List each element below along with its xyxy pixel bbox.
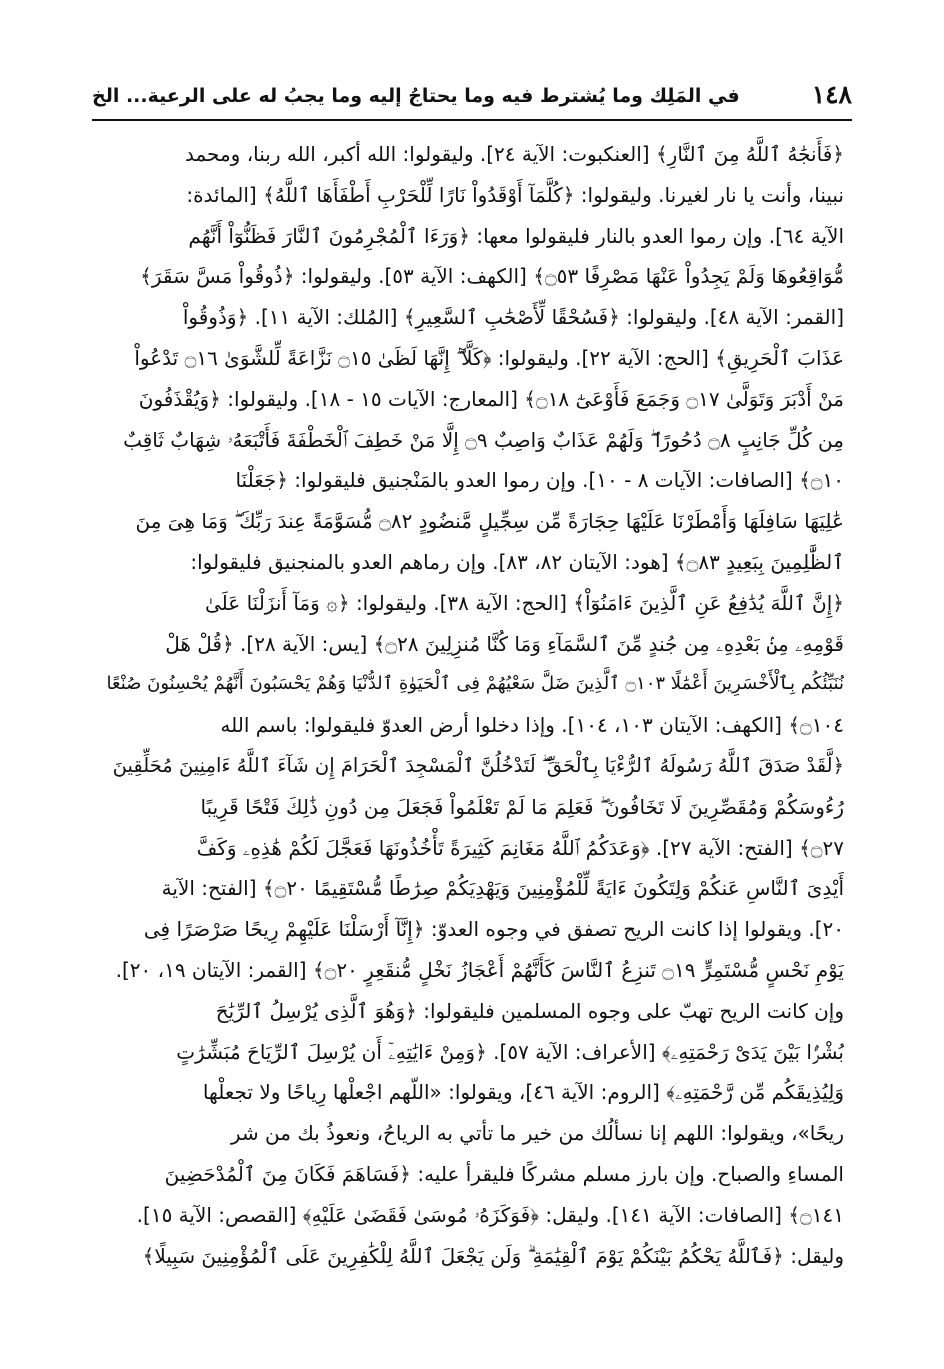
running-title: في المَلِك وما يُشترط فيه وما يحتاجُ إليه وما يجبُ له على الرعية... الخ bbox=[92, 85, 740, 107]
text-line: وإن كانت الريح تهبّ على وجوه المسلمين فليقولوا: ﴿وَهُوَ ٱلَّذِى يُرْسِلُ ٱلرِّيَٰحَ bbox=[215, 998, 844, 1023]
text-line: ۝١٤١﴾ [الصافات: الآية ١٤١]. وليقل: ﴿فَوَكَزَهُۥ مُوسَىٰ فَقَضَىٰ عَلَيْهِ﴾ [القصص: الآية ١٥]. bbox=[136, 1202, 844, 1227]
page-number: ١٤٨ bbox=[811, 80, 852, 109]
page-header bbox=[92, 78, 852, 118]
header-rule bbox=[92, 119, 852, 121]
text-line: وليقل: ﴿فَٱللَّهُ يَحْكُمُ بَيْنَكُمْ يَوْمَ ٱلْقِيَٰمَةِ ۗ وَلَن يَجْعَلَ ٱللَّهُ لِلْكَٰفِرِينَ عَلَى ٱلْمُؤْمِنِينَ سَبِيلًا﴾ bbox=[142, 1243, 844, 1268]
text-line: ريحًا»، ويقولوا: اللهم إنا نسألُك من خير ما تأتي به الرياحُ، ونعوذُ بك من شر bbox=[230, 1121, 844, 1146]
text-line: نُنَبِّئُكُم بِٱلْأَخْسَرِينَ أَعْمَٰلًا ۝١٠٣ ٱلَّذِينَ ضَلَّ سَعْيُهُمْ فِى ٱلْحَيَوٰةِ ٱلدُّنْيَا وَهُمْ يَحْسَبُونَ أَنَّهُمْ يُحْسِنُونَ صُنْعًا bbox=[106, 673, 844, 695]
text-line: ﴿إِنَّ ٱللَّهَ يُدَٰفِعُ عَنِ ٱلَّذِينَ ءَامَنُوٓاْ﴾ [الحج: الآية ٣٨]. وليقولوا: ﴿۞ وَمَآ أَنزَلْنَا عَلَىٰ bbox=[205, 590, 844, 615]
text-line: ۝٢٧﴾ [الفتح: الآية ٢٧]. ﴿وَعَدَكُمُ ٱللَّهُ مَغَانِمَ كَثِيرَةً تَأْخُذُونَهَا فَعَجَّلَ لَكُمْ هَٰذِهِۦ وَكَفَّ bbox=[196, 835, 844, 860]
text-line: ٢٠]. ويقولوا إذا كانت الريح تصفق في وجوه العدوّ: ﴿إِنَّآ أَرْسَلْنَا عَلَيْهِمْ رِيحًا صَرْصَرًا فِى bbox=[143, 917, 844, 942]
body-text bbox=[100, 134, 844, 1334]
text-line: ٱلظَّٰلِمِينَ بِبَعِيدٍ ۝٨٣﴾ [هود: الآيتان ٨٢، ٨٣]. وإن رماهم العدو بالمنجنيق فليقولوا: bbox=[190, 549, 844, 574]
text-line: ۝١٠٤﴾ [الكهف: الآيتان ١٠٣، ١٠٤]. وإذا دخلوا أرض العدوّ فليقولوا: باسم الله bbox=[220, 713, 844, 738]
text-line: وَلِيُذِيقَكُم مِّن رَّحْمَتِهِۦ﴾ [الروم: الآية ٤٦]، ويقولوا: «اللّهم اجْعلْها رِياحًا ولا تجعلْها bbox=[202, 1080, 844, 1105]
text-line: أَيْدِىَ ٱلنَّاسِ عَنكُمْ وَلِتَكُونَ ءَايَةً لِّلْمُؤْمِنِينَ وَيَهْدِيَكُمْ صِرَٰطًا مُّسْتَقِيمًا ۝٢٠﴾ [الفتح: الآية bbox=[161, 876, 844, 901]
text-line: يَوْمِ نَحْسٍ مُّسْتَمِرٍّ ۝١٩ تَنزِعُ ٱلنَّاسَ كَأَنَّهُمْ أَعْجَازُ نَخْلٍ مُّنقَعِرٍ ۝٢٠﴾ [القمر: الآيتان ١٩، ٢٠]. bbox=[115, 957, 844, 982]
text-line: المساءِ والصباح. وإن بارز مسلم مشركًا فليقرأ عليه: ﴿فَسَاهَمَ فَكَانَ مِنَ ٱلْمُدْحَضِينَ bbox=[164, 1161, 844, 1186]
text-line: قَوْمِهِۦ مِنۢ بَعْدِهِۦ مِن جُندٍ مِّنَ ٱلسَّمَآءِ وَمَا كُنَّا مُنزِلِينَ ۝٢٨﴾ [يس: الآية ٢٨]. ﴿قُلْ هَلْ bbox=[165, 631, 844, 656]
text-line: نبينا، وأنت يا نار لغيرنا. وليقولوا: ﴿كُلَّمَآ أَوْقَدُواْ نَارًا لِّلْحَرْبِ أَطْفَأَهَا ٱللَّهُ﴾ [المائدة: bbox=[186, 182, 844, 207]
text-line: مِن كُلِّ جَانِبٍ ۝٨ دُحُورًا ۖ وَلَهُمْ عَذَابٌ وَاصِبٌ ۝٩ إِلَّا مَنْ خَطِفَ ٱلْخَطْفَةَ فَأَتْبَعَهُۥ شِهَابٌ ثَاقِبٌ bbox=[123, 427, 844, 452]
text-line: بُشْرًۢا بَيْنَ يَدَىْ رَحْمَتِهِۦ﴾ [الأعراف: الآية ٥٧]. ﴿وَمِنْ ءَايَٰتِهِۦٓ أَن يُرْسِلَ ٱلرِّيَاحَ مُبَشِّرَٰتٍ bbox=[176, 1039, 844, 1064]
text-line: [القمر: الآية ٤٨]. وليقولوا: ﴿فَسُحْقًا لِّأَصْحَٰبِ ٱلسَّعِيرِ﴾ [المُلك: الآية ١١]. ﴿وَذُوقُواْ bbox=[182, 305, 844, 330]
text-line: مُّوَاقِعُوهَا وَلَمْ يَجِدُواْ عَنْهَا مَصْرِفًا ۝٥٣﴾ [الكهف: الآية ٥٣]. وليقولوا: ﴿ذُوقُواْ مَسَّ سَقَرَ﴾ bbox=[140, 264, 844, 289]
text-line: ﴿فَأَنجَٰهُ ٱللَّهُ مِنَ ٱلنَّارِ﴾ [العنكبوت: الآية ٢٤]. وليقولوا: الله أكبر، الله ربنا، ومحمد bbox=[185, 142, 844, 166]
text-line: عَٰلِيَهَا سَافِلَهَا وَأَمْطَرْنَا عَلَيْهَا حِجَارَةً مِّن سِجِّيلٍ مَّنضُودٍ ۝٨٢ مُّسَوَّمَةً عِندَ رَبِّكَ ۖ وَمَا هِىَ مِنَ bbox=[135, 509, 844, 534]
text-line: رُءُوسَكُمْ وَمُقَصِّرِينَ لَا تَخَافُونَ ۖ فَعَلِمَ مَا لَمْ تَعْلَمُواْ فَجَعَلَ مِن دُونِ ذَٰلِكَ فَتْحًا قَرِيبًا bbox=[200, 794, 844, 819]
text-line: ﴿لَّقَدْ صَدَقَ ٱللَّهُ رَسُولَهُ ٱلرُّءْيَا بِٱلْحَقِّ ۖ لَتَدْخُلُنَّ ٱلْمَسْجِدَ ٱلْحَرَامَ إِن شَآءَ ٱللَّهُ ءَامِنِينَ مُحَلِّقِينَ bbox=[112, 753, 844, 777]
text-line: مَنْ أَدْبَرَ وَتَوَلَّىٰ ۝١٧ وَجَمَعَ فَأَوْعَىٰٓ ۝١٨﴾ [المعارج: الآيات ١٥ - ١٨]. وليقولوا: ﴿وَيُقْذَفُونَ bbox=[138, 386, 844, 411]
text-line: ۝١٠﴾ [الصافات: الآيات ٨ - ١٠]. وإن رموا العدو بالمَنْجنيق فليقولوا: ﴿جَعَلْنَا bbox=[235, 468, 844, 493]
text-line: عَذَابَ ٱلْحَرِيقِ﴾ [الحج: الآية ٢٢]. وليقولوا: ﴿كَلَّآ ۖ إِنَّهَا لَظَىٰ ۝١٥ نَزَّاعَةً لِّلشَّوَىٰ ۝١٦ تَدْعُواْ bbox=[134, 345, 844, 370]
text-line: الآية ٦٤]. وإن رموا العدو بالنار فليقولوا معها: ﴿وَرَءَا ٱلْمُجْرِمُونَ ٱلنَّارَ فَظَنُّوٓاْ أَنَّهُم bbox=[188, 223, 844, 248]
